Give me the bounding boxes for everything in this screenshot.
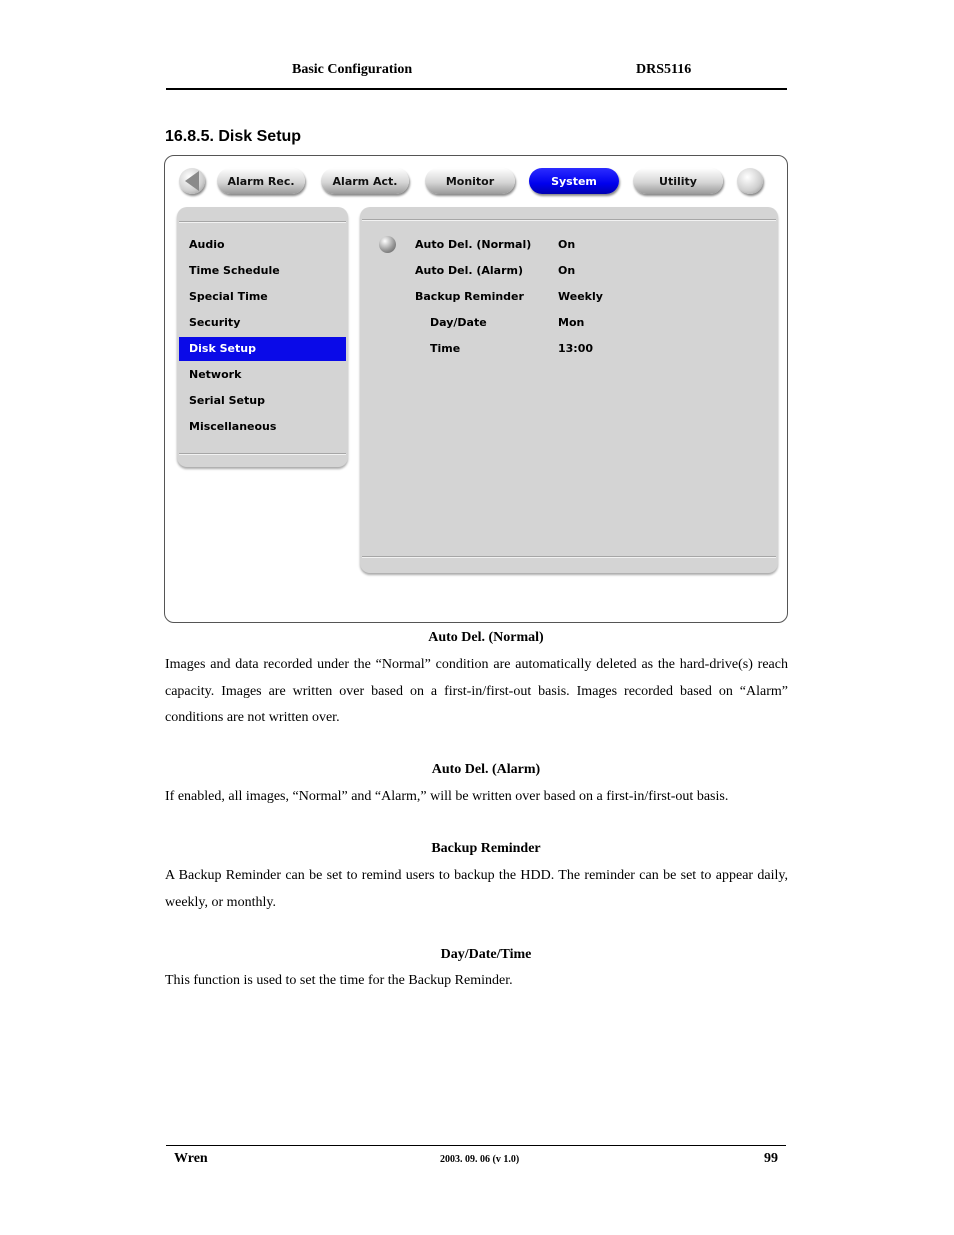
menu-item-security[interactable]: Security xyxy=(189,316,241,329)
tab-system[interactable]: System xyxy=(529,168,619,194)
setting-auto-del-normal-label[interactable]: Auto Del. (Normal) xyxy=(415,238,532,251)
settings-panel xyxy=(360,207,778,573)
tab-monitor[interactable]: Monitor xyxy=(425,168,515,194)
setting-time-value[interactable]: 13:00 xyxy=(558,342,594,355)
setting-day-date-value[interactable]: Mon xyxy=(558,316,585,329)
section-title: 16.8.5. Disk Setup xyxy=(165,128,302,145)
menu-panel-top-rule xyxy=(179,221,346,223)
tab-utility[interactable]: Utility xyxy=(633,168,723,194)
paragraph-day-date-time: This function is used to set the time for the Backup Reminder. xyxy=(165,973,513,988)
setting-backup-reminder-label[interactable]: Backup Reminder xyxy=(415,290,524,303)
menu-item-audio[interactable]: Audio xyxy=(189,238,225,251)
footer-rule xyxy=(166,1145,786,1146)
menu-panel-bottom-rule xyxy=(179,453,346,455)
arrow-left-icon xyxy=(185,171,199,191)
header-title: Basic Configuration xyxy=(292,62,413,77)
paragraph-auto-del-alarm: If enabled, all images, “Normal” and “Alarm,” will be written over based on a first-in/first-out basis. xyxy=(165,789,729,804)
menu-item-disk-setup[interactable]: Disk Setup xyxy=(179,337,346,361)
heading-auto-del-normal: Auto Del. (Normal) xyxy=(428,630,544,645)
menu-item-special-time[interactable]: Special Time xyxy=(189,290,268,303)
menu-item-miscellaneous[interactable]: Miscellaneous xyxy=(189,420,277,433)
footer-company: Wren xyxy=(174,1151,208,1166)
menu-item-serial-setup[interactable]: Serial Setup xyxy=(189,394,265,407)
tab-alarm-act[interactable]: Alarm Act. xyxy=(321,168,409,194)
setting-auto-del-alarm-label[interactable]: Auto Del. (Alarm) xyxy=(415,264,524,277)
page-number: 99 xyxy=(764,1151,778,1166)
settings-panel-bottom-rule xyxy=(362,556,776,558)
forward-button[interactable] xyxy=(737,168,763,194)
header-rule xyxy=(166,88,787,90)
paragraph-auto-del-normal: Images and data recorded under the “Normal” condition are automatically deleted as the hard-drive(s) reach capacity. Images are written over based on a first-in/first-out basis. Images recorded based on “Alarm” conditions are not written over. xyxy=(165,657,788,725)
setting-auto-del-normal-value[interactable]: On xyxy=(558,238,576,251)
selection-bullet-icon xyxy=(379,236,396,253)
setting-day-date-label[interactable]: Day/Date xyxy=(430,316,487,329)
setting-auto-del-alarm-value[interactable]: On xyxy=(558,264,576,277)
heading-backup-reminder: Backup Reminder xyxy=(431,841,541,856)
footer-date-version: 2003. 09. 06 (v 1.0) xyxy=(440,1154,520,1165)
menu-item-time-schedule[interactable]: Time Schedule xyxy=(189,264,280,277)
paragraph-backup-reminder: A Backup Reminder can be set to remind users to backup the HDD. The reminder can be set to appear daily, weekly, or monthly. xyxy=(165,868,788,910)
heading-auto-del-alarm: Auto Del. (Alarm) xyxy=(431,762,541,777)
back-button[interactable] xyxy=(179,168,205,194)
settings-panel-top-rule xyxy=(362,219,776,221)
tab-alarm-rec[interactable]: Alarm Rec. xyxy=(217,168,305,194)
header-model: DRS5116 xyxy=(636,62,692,77)
setting-time-label[interactable]: Time xyxy=(430,342,461,355)
heading-day-date-time: Day/Date/Time xyxy=(440,947,532,962)
menu-item-network[interactable]: Network xyxy=(189,368,242,381)
setting-backup-reminder-value[interactable]: Weekly xyxy=(558,290,603,303)
